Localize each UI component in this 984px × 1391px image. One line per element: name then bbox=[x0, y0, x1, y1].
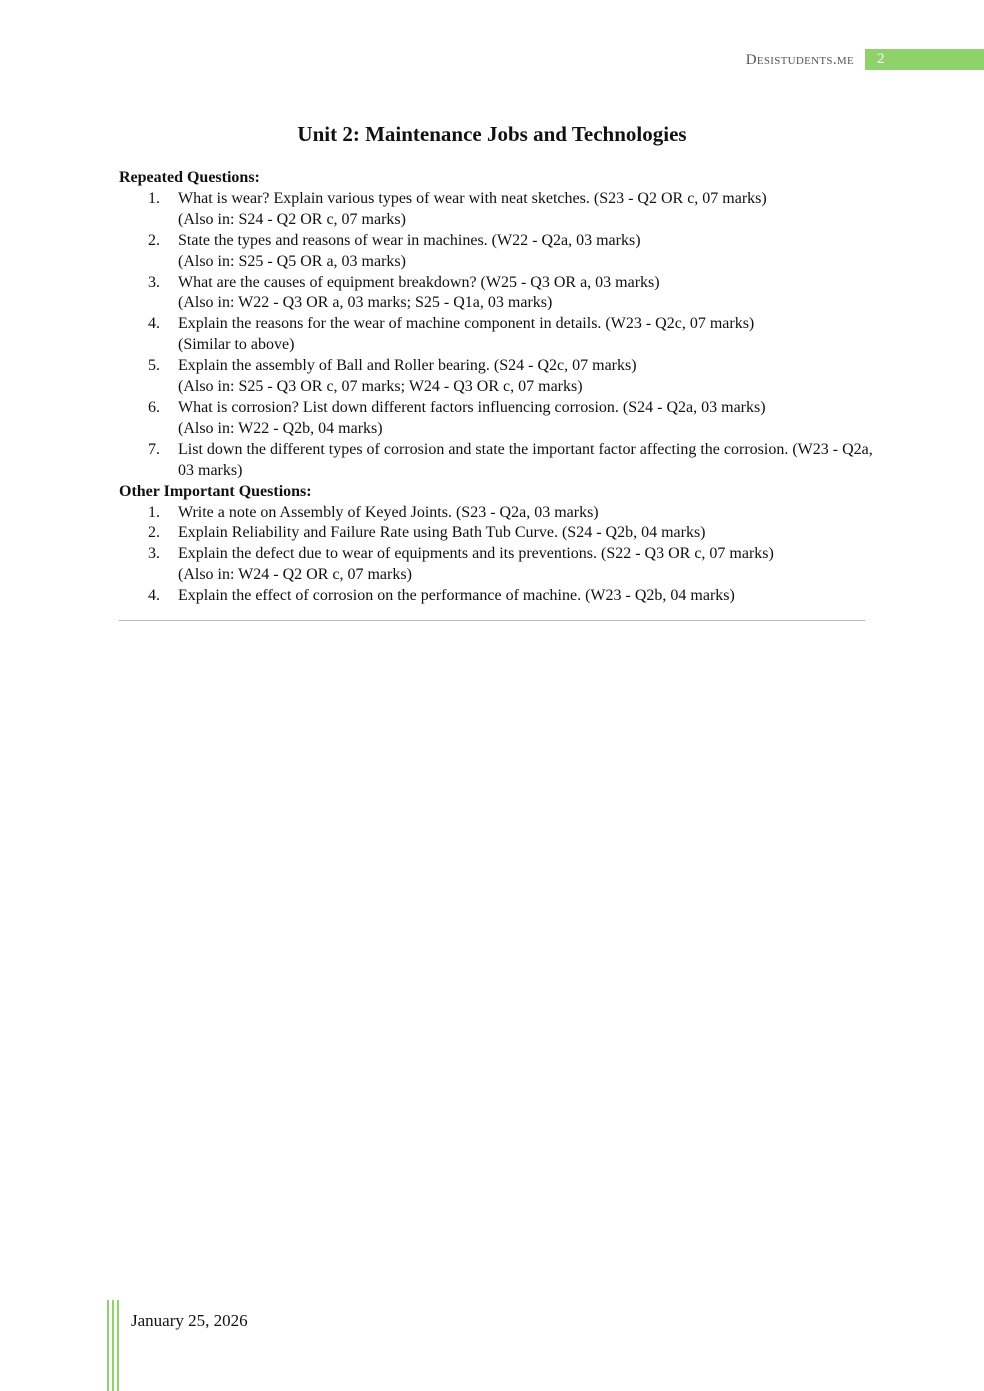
page-number-badge: 2 bbox=[865, 49, 984, 70]
footer-date: January 25, 2026 bbox=[131, 1311, 248, 1330]
question-text: What are the causes of equipment breakdown? (W25 - Q3 OR a, 03 marks) bbox=[178, 273, 660, 291]
item-number: 6. bbox=[148, 398, 160, 416]
question-text: Write a note on Assembly of Keyed Joints. (S23 - Q2a, 03 marks) bbox=[178, 503, 599, 521]
question-note: (Also in: S25 - Q5 OR a, 03 marks) bbox=[178, 252, 406, 270]
question-note: (Also in: S24 - Q2 OR c, 07 marks) bbox=[178, 210, 406, 228]
list-item bbox=[119, 356, 879, 398]
list-item bbox=[119, 523, 879, 544]
question-note: (Similar to above) bbox=[178, 336, 295, 354]
question-note: (Also in: W22 - Q2b, 04 marks) bbox=[178, 419, 383, 437]
question-note: (Also in: W22 - Q3 OR a, 03 marks; S25 - Q1a, 03 marks) bbox=[178, 294, 553, 312]
item-number: 1. bbox=[148, 189, 160, 207]
footer-accent-bars bbox=[107, 1300, 119, 1391]
list-item bbox=[119, 503, 879, 524]
item-number: 2. bbox=[148, 231, 160, 249]
list-item bbox=[119, 440, 879, 482]
list-item bbox=[119, 189, 879, 231]
question-list bbox=[119, 503, 879, 608]
header-site-name: Desistudents.me bbox=[745, 52, 854, 68]
section-other-questions bbox=[119, 482, 879, 607]
item-number: 1. bbox=[148, 503, 160, 521]
item-number: 4. bbox=[148, 587, 160, 605]
list-item bbox=[119, 273, 879, 315]
item-number: 4. bbox=[148, 315, 160, 333]
question-text: What is wear? Explain various types of wear with neat sketches. (S23 - Q2 OR c, 07 marks) bbox=[178, 189, 767, 207]
list-item bbox=[119, 231, 879, 273]
question-text: State the types and reasons of wear in machines. (W22 - Q2a, 03 marks) bbox=[178, 231, 641, 249]
content-divider bbox=[119, 620, 865, 621]
list-item bbox=[119, 544, 879, 586]
section-repeated-questions bbox=[119, 168, 879, 482]
question-text: Explain the reasons for the wear of machine component in details. (W23 - Q2c, 07 marks) bbox=[178, 315, 755, 333]
question-note: (Also in: S25 - Q3 OR c, 07 marks; W24 - Q3 OR c, 07 marks) bbox=[178, 378, 583, 396]
question-list bbox=[119, 189, 879, 482]
section-heading: Repeated Questions: bbox=[119, 169, 260, 186]
item-number: 3. bbox=[148, 273, 160, 291]
list-item bbox=[119, 314, 879, 356]
section-heading: Other Important Questions: bbox=[119, 482, 312, 500]
question-text: Explain Reliability and Failure Rate using Bath Tub Curve. (S24 - Q2b, 04 marks) bbox=[178, 524, 706, 542]
item-number: 7. bbox=[148, 440, 160, 458]
question-text: Explain the assembly of Ball and Roller bearing. (S24 - Q2c, 07 marks) bbox=[178, 357, 637, 375]
item-number: 5. bbox=[148, 357, 160, 375]
page-title: Unit 2: Maintenance Jobs and Technologies bbox=[297, 122, 687, 146]
question-text: List down the different types of corrosion and state the important factor affecting the corrosion. (W23 - Q2a, 03 marks) bbox=[178, 440, 873, 479]
question-text: Explain the effect of corrosion on the performance of machine. (W23 - Q2b, 04 marks) bbox=[178, 587, 735, 605]
item-number: 2. bbox=[148, 524, 160, 542]
list-item bbox=[119, 586, 879, 607]
question-note: (Also in: W24 - Q2 OR c, 07 marks) bbox=[178, 566, 412, 584]
question-text: Explain the defect due to wear of equipments and its preventions. (S22 - Q3 OR c, 07 marks) bbox=[178, 545, 774, 563]
item-number: 3. bbox=[148, 545, 160, 563]
document-body bbox=[119, 168, 879, 607]
list-item bbox=[119, 398, 879, 440]
question-text: What is corrosion? List down different factors influencing corrosion. (S24 - Q2a, 03 marks) bbox=[178, 398, 766, 416]
